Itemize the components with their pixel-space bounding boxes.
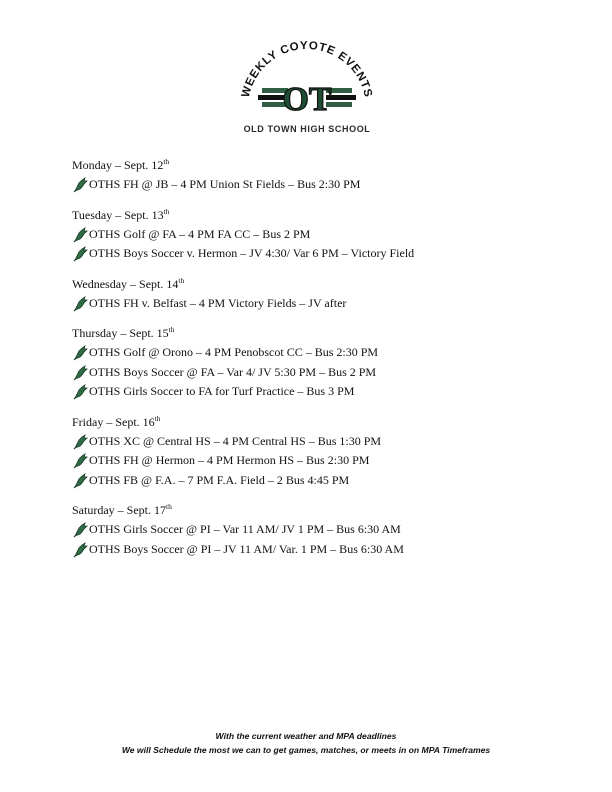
day-heading — [72, 324, 572, 343]
day-heading-label: Thursday – Sept. 15 — [72, 326, 169, 340]
day-section — [72, 501, 572, 559]
event-item — [72, 540, 572, 560]
school-name: OLD TOWN HIGH SCHOOL — [243, 124, 371, 134]
event-item — [72, 520, 572, 540]
event-item — [72, 343, 572, 363]
coyote-bullet-icon — [72, 344, 89, 361]
event-text: OTHS FH @ Hermon – 4 PM Hermon HS – Bus 2:30 PM — [89, 453, 370, 467]
event-text: OTHS Boys Soccer v. Hermon – JV 4:30/ Var 6 PM – Victory Field — [89, 246, 415, 260]
day-heading-label: Monday – Sept. 12 — [72, 158, 164, 172]
event-item — [72, 382, 572, 402]
event-text: OTHS FH @ JB – 4 PM Union St Fields – Bus 2:30 PM — [89, 177, 361, 191]
event-item — [72, 471, 572, 491]
coyote-bullet-icon — [72, 364, 89, 381]
coyote-bullet-icon — [72, 452, 89, 469]
coyote-bullet-icon — [72, 245, 89, 262]
coyote-bullet-icon — [72, 295, 89, 312]
day-heading — [72, 501, 572, 520]
day-heading-label: Friday – Sept. 16 — [72, 414, 155, 429]
coyote-bullet-icon — [72, 433, 89, 450]
event-item — [72, 294, 572, 314]
event-item — [72, 363, 572, 383]
event-text: OTHS XC @ Central HS – 4 PM Central HS – Bus 1:30 PM — [89, 433, 382, 448]
event-text: OTHS Boys Soccer @ PI – JV 11 AM/ Var. 1 PM – Bus 6:30 AM — [89, 541, 404, 556]
event-text: OTHS FB @ F.A. – 7 PM F.A. Field – 2 Bus 4:45 PM — [89, 472, 350, 487]
day-heading-ordinal: th — [178, 275, 185, 285]
logo-monogram: OT — [282, 81, 332, 118]
event-item — [72, 244, 572, 264]
day-heading-ordinal: th — [166, 502, 172, 511]
event-item — [72, 225, 572, 245]
day-heading — [72, 206, 572, 225]
day-heading-ordinal: th — [168, 325, 175, 334]
coyote-bullet-icon — [72, 521, 89, 538]
weekly-events-list — [72, 156, 572, 570]
coyote-bullet-icon — [72, 472, 89, 489]
coyote-bullet-icon — [72, 541, 89, 558]
event-item — [72, 432, 572, 452]
event-item — [72, 451, 572, 471]
footer-note-line1: With the current weather and MPA deadlines — [215, 731, 397, 741]
weekly-coyote-events-logo — [222, 36, 392, 136]
event-text: OTHS Golf @ Orono – 4 PM Penobscot CC – Bus 2:30 PM — [89, 345, 379, 359]
coyote-bullet-icon — [72, 176, 89, 193]
day-heading — [72, 156, 572, 175]
event-text: OTHS Golf @ FA – 4 PM FA CC – Bus 2 PM — [89, 226, 311, 241]
logo-graphic — [222, 36, 392, 136]
event-text: OTHS Girls Soccer to FA for Turf Practice – Bus 3 PM — [89, 384, 355, 398]
day-section — [72, 275, 572, 314]
day-section — [72, 413, 572, 491]
day-heading-ordinal: th — [163, 206, 170, 216]
coyote-bullet-icon — [72, 226, 89, 243]
event-text: OTHS Girls Soccer @ PI – Var 11 AM/ JV 1 PM – Bus 6:30 AM — [89, 522, 401, 536]
day-section — [72, 324, 572, 402]
event-text: OTHS FH v. Belfast – 4 PM Victory Fields – JV after — [89, 295, 347, 310]
event-item — [72, 175, 572, 195]
day-heading-label: Wednesday – Sept. 14 — [72, 276, 179, 291]
logo-arc-text: WEEKLY COYOTE EVENTS — [239, 39, 375, 99]
day-heading-ordinal: th — [154, 413, 161, 423]
day-heading — [72, 413, 572, 432]
day-section — [72, 156, 572, 195]
day-heading-label: Tuesday – Sept. 13 — [72, 207, 164, 222]
event-text: OTHS Boys Soccer @ FA – Var 4/ JV 5:30 PM – Bus 2 PM — [89, 364, 377, 379]
day-heading — [72, 275, 572, 294]
coyote-bullet-icon — [72, 383, 89, 400]
footer-note-line2: We will Schedule the most we can to get games, matches, or meets in on MPA Timeframes — [121, 745, 491, 755]
day-heading-ordinal: th — [163, 157, 170, 166]
day-heading-label: Saturday – Sept. 17 — [72, 503, 166, 517]
day-section — [72, 206, 572, 264]
